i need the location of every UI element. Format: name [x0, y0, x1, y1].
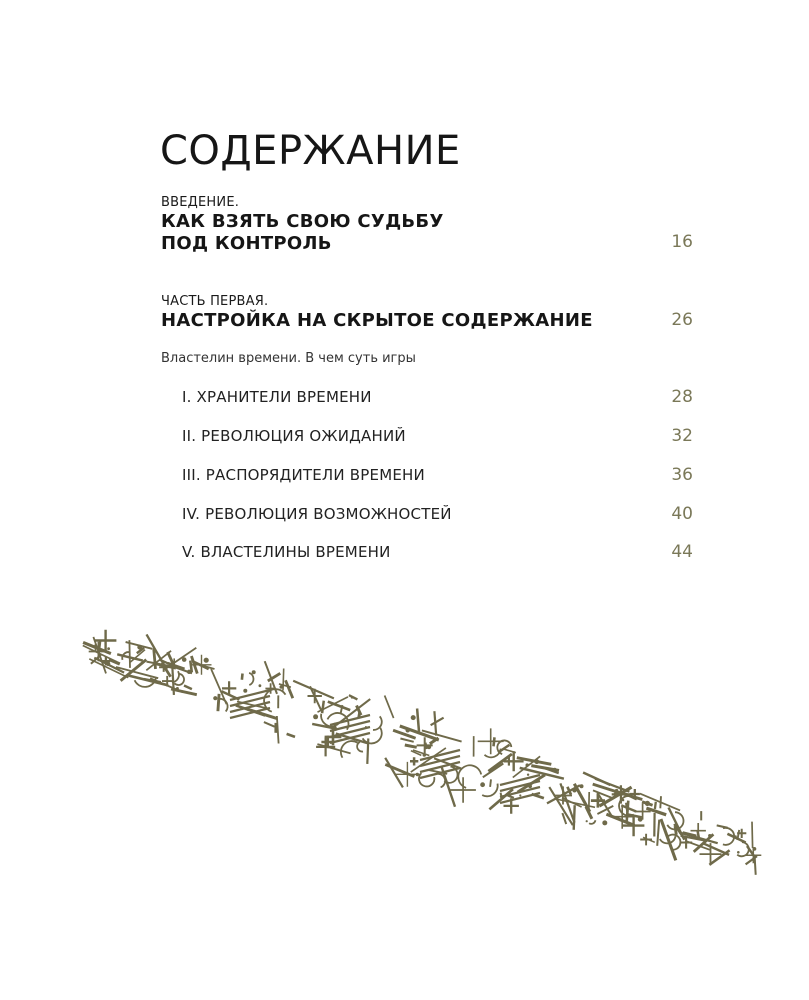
ornament-stroke — [752, 822, 753, 848]
intro-heading-line1: КАК ВЗЯТЬ СВОЮ СУДЬБУ — [161, 211, 444, 232]
ornament-stroke — [341, 741, 358, 758]
ornament-stroke — [107, 647, 110, 650]
page-title: СОДЕРЖАНИЕ — [160, 128, 461, 174]
ornament-stroke — [264, 722, 275, 727]
ornament-stroke — [129, 640, 130, 668]
intro-page-number: 16 — [671, 232, 693, 252]
ornament-stroke — [317, 744, 350, 753]
ornament-stroke — [490, 779, 491, 787]
ornament-stroke — [483, 764, 504, 778]
ornament-stroke — [675, 826, 676, 835]
ornament-stroke — [363, 728, 382, 744]
ornament-stroke — [593, 790, 612, 797]
ornament-stroke — [277, 716, 279, 744]
part-one-label: ЧАСТЬ ПЕРВАЯ. — [161, 294, 269, 309]
ornament-stroke — [219, 699, 228, 712]
ornament-stroke — [405, 745, 417, 747]
ornament-stroke — [574, 805, 575, 830]
toc-chapter-page: 32 — [671, 426, 693, 446]
ornament-stroke — [243, 689, 247, 693]
ornament-stroke — [519, 794, 521, 796]
ornament-stroke — [204, 658, 209, 663]
ornament-stroke — [417, 709, 419, 732]
ornament-stroke — [385, 696, 394, 719]
ornament-stroke — [434, 711, 436, 736]
ornament-stroke — [109, 659, 120, 664]
ornament-stroke — [423, 753, 427, 757]
ornament-stroke — [410, 757, 418, 765]
ornament-stroke — [357, 742, 363, 752]
ornament-stroke — [737, 842, 749, 856]
toc-chapter-page: 36 — [671, 465, 693, 485]
ornament-stroke — [528, 784, 532, 788]
ornament-stroke — [218, 694, 219, 711]
ornament-stroke — [286, 680, 293, 698]
ornament-stroke — [249, 673, 253, 685]
ornament-stroke — [184, 686, 192, 690]
ornament-stroke — [480, 782, 485, 787]
ornament-stroke — [553, 768, 557, 772]
ornament-stroke — [567, 787, 571, 795]
ornament-stroke — [351, 697, 353, 699]
toc-chapter-title: I. ХРАНИТЕЛИ ВРЕМЕНИ — [182, 388, 372, 406]
ornament-stroke — [242, 674, 243, 680]
ornament-stroke — [313, 714, 318, 719]
ornament-stroke — [586, 820, 588, 822]
part-one-heading: НАСТРОЙКА НА СКРЫТОЕ СОДЕРЖАНИЕ — [161, 310, 593, 331]
ornament-stroke — [426, 743, 427, 749]
ornament-stroke — [755, 856, 756, 875]
toc-chapter-title: III. РАСПОРЯДИТЕЛИ ВРЕМЕНИ — [182, 466, 425, 484]
toc-chapter-page: 28 — [671, 387, 693, 407]
ornament-stroke — [602, 820, 607, 825]
ornament-stroke — [534, 759, 539, 764]
part-one-subtitle: Властелин времени. В чем суть игры — [161, 351, 416, 366]
ornament-stroke — [154, 648, 156, 669]
ornament-stroke — [753, 847, 757, 851]
ornament-stroke — [213, 696, 217, 700]
ornament-stroke — [400, 739, 413, 742]
ornament-stroke — [657, 820, 659, 846]
toc-chapter-page: 44 — [671, 542, 693, 562]
ornament-stroke — [411, 715, 416, 720]
toc-chapter-page: 40 — [671, 504, 693, 524]
ornament-stroke — [458, 765, 481, 788]
ornament-stroke — [737, 851, 740, 854]
ornament-stroke — [283, 669, 284, 691]
ornament-stroke — [385, 758, 403, 788]
ornament-stroke — [322, 701, 324, 714]
ornament-stroke — [287, 734, 295, 737]
ornament-stroke — [349, 695, 358, 699]
ornament-stroke — [626, 803, 627, 813]
intro-heading-line2: ПОД КОНТРОЛЬ — [161, 233, 332, 254]
ornament-stroke — [527, 774, 529, 776]
part-one-page-number: 26 — [671, 310, 693, 330]
ornament-stroke — [431, 718, 444, 726]
ornament-stroke — [494, 737, 495, 746]
intro-label: ВВЕДЕНИЕ. — [161, 195, 240, 210]
scattered-glyphs-ornament-icon — [0, 600, 809, 900]
ornament-stroke — [655, 802, 656, 809]
ornament-stroke — [280, 685, 283, 688]
toc-chapter-title: IV. РЕВОЛЮЦИЯ ВОЗМОЖНОСТЕЙ — [182, 505, 452, 523]
ornament-stroke — [259, 684, 262, 687]
ornament-stroke — [190, 661, 192, 673]
ornament-stroke — [416, 773, 419, 776]
ornament-stroke — [252, 670, 256, 674]
ornament-stroke — [615, 789, 619, 793]
ornament-stroke — [645, 801, 650, 806]
toc-chapter-title: V. ВЛАСТЕЛИНЫ ВРЕМЕНИ — [182, 543, 391, 561]
toc-chapter-title: II. РЕВОЛЮЦИЯ ОЖИДАНИЙ — [182, 427, 406, 445]
ornament-stroke — [727, 834, 745, 843]
ornament-stroke — [589, 820, 595, 824]
